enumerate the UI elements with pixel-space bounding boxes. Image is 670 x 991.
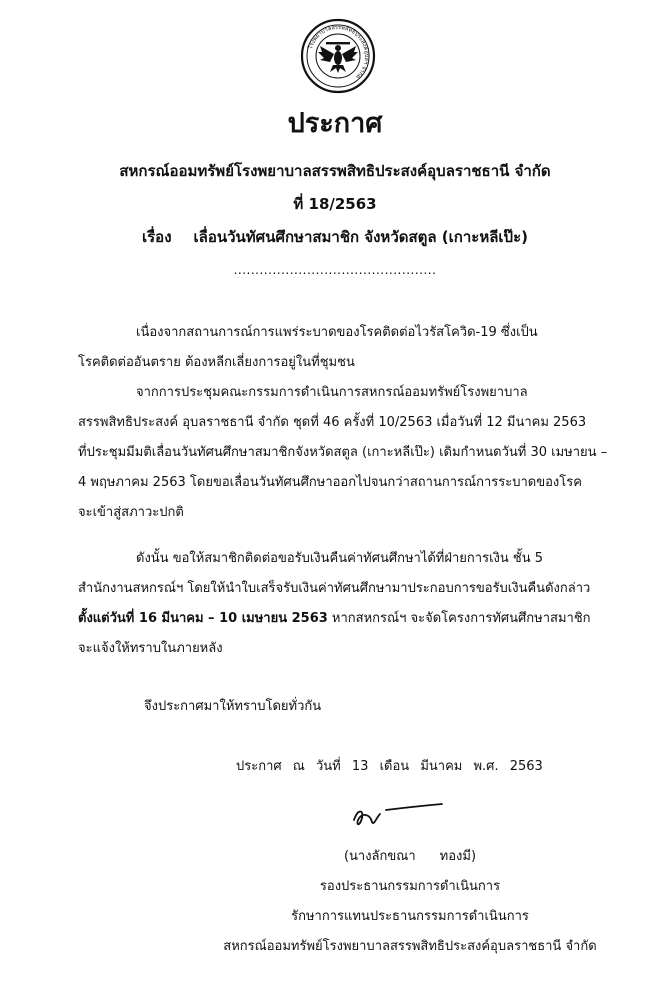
paragraph-line: สรรพสิทธิประสงค์ อุบลราชธานี จำกัด ชุดที่ 46 ครั้งที่ 10/2563 เมื่อวันที่ 12 มีนาคม 2563 [78, 415, 587, 430]
paragraph-line: ดังนั้น ขอให้สมาชิกติดต่อขอรับเงินคืนค่าทัศนศึกษาได้ที่ฝ่ายการเงิน ชั้น 5 [136, 551, 543, 566]
date-era: พ.ศ. [473, 759, 499, 774]
paragraph-line [78, 604, 638, 634]
paragraph-line: จากการประชุมคณะกรรมการดำเนินการสหกรณ์ออมทรัพย์โรงพยาบาล [136, 385, 528, 400]
refund-period: ตั้งแต่วันที่ 16 มีนาคม – 10 เมษายน 2563 [78, 611, 328, 626]
organization-name: สหกรณ์ออมทรัพย์โรงพยาบาลสรรพสิทธิประสงค์อุบลราชธานี จำกัด [119, 162, 551, 180]
signatory-acting-position: รักษาการแทนประธานกรรมการดำเนินการ [291, 909, 529, 924]
handwritten-signature [350, 796, 446, 832]
cooperative-seal-logo [300, 18, 376, 94]
date-day: 13 [351, 759, 369, 774]
svg-text:โรงพยาบาลสรรพสิทธิประสงค์อุบลฯ: โรงพยาบาลสรรพสิทธิประสงค์อุบลฯ จำกัด [307, 24, 370, 80]
subject-text: เลื่อนวันทัศนศึกษาสมาชิก จังหวัดสตูล (เกาะหลีเป๊ะ) [193, 228, 528, 246]
announcement-date [236, 752, 550, 782]
signatory-organization: สหกรณ์ออมทรัพย์โรงพยาบาลสรรพสิทธิประสงค์อุบลราชธานี จำกัด [223, 939, 597, 954]
signatory-first-name: (นางลักขณา [343, 849, 416, 864]
paragraph-line: ที่ประชุมมีมติเลื่อนวันทัศนศึกษาสมาชิกจังหวัดสตูล (เกาะหลีเป๊ะ) เดิมกำหนดวันที่ 30 เมษายน – [78, 445, 608, 460]
date-month: มีนาคม [420, 759, 463, 774]
date-year: 2563 [509, 759, 543, 774]
closing-statement: จึงประกาศมาให้ทราบโดยทั่วกัน [144, 699, 322, 714]
paragraph-line: จะเข้าสู่สภาวะปกติ [78, 505, 184, 520]
paragraph-situation [78, 318, 638, 378]
paragraph-line: 4 พฤษภาคม 2563 โดยขอเลื่อนวันทัศนศึกษาออกไปจนกว่าสถานการณ์การระบาดของโรค [78, 475, 582, 490]
signatory-name [190, 844, 630, 870]
paragraph-text: หากสหกรณ์ฯ จะจัดโครงการทัศนศึกษาสมาชิก [327, 611, 591, 626]
paragraph-line: โรคติดต่ออันตราย ต้องหลีกเลี่ยงการอยู่ในที่ชุมชน [78, 355, 355, 370]
paragraph-line: สำนักงานสหกรณ์ฯ โดยให้นำใบเสร็จรับเงินค่าทัศนศึกษามาประกอบการขอรับเงินคืนดังกล่าว [78, 581, 591, 596]
paragraph-meeting-resolution [78, 378, 638, 528]
date-day-label: วันที่ [315, 759, 341, 774]
paragraph-refund-instructions [78, 544, 638, 664]
announcement-number: ที่ 18/2563 [293, 195, 377, 213]
date-prefix: ประกาศ [236, 759, 282, 774]
announcement-title: ประกาศ [287, 108, 383, 139]
header-divider: ............................................... [233, 263, 437, 277]
subject-label: เรื่อง [142, 228, 172, 246]
date-month-label: เดือน [379, 759, 410, 774]
signatory-position: รองประธานกรรมการดำเนินการ [319, 879, 501, 894]
subject-line [0, 226, 670, 248]
paragraph-line: จะแจ้งให้ทราบในภายหลัง [78, 641, 223, 656]
date-at: ณ [292, 759, 305, 774]
signatory-last-name: ทองมี) [439, 849, 477, 864]
paragraph-line: เนื่องจากสถานการณ์การแพร่ระบาดของโรคติดต่อไวรัสโควิด-19 ซึ่งเป็น [136, 325, 538, 340]
